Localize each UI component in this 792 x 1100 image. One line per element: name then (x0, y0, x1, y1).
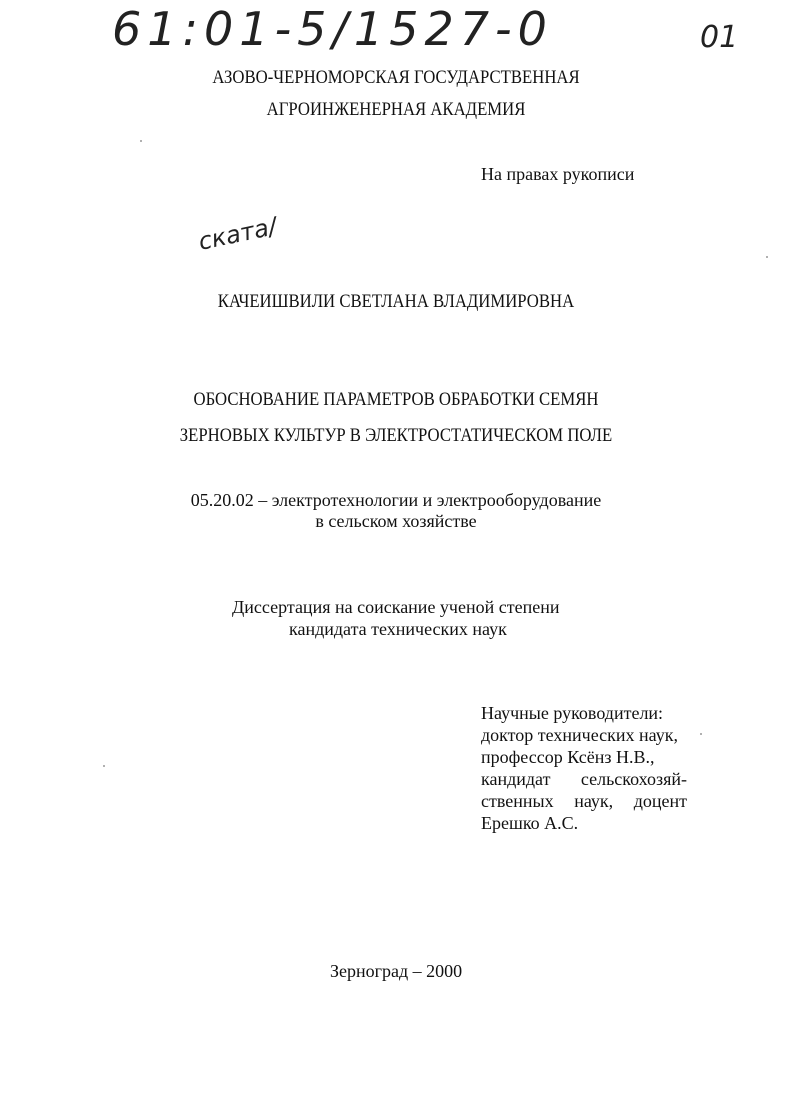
advisor-line (481, 790, 687, 812)
dissertation-title-line-1: ОБОСНОВАНИЕ ПАРАМЕТРОВ ОБРАБОТКИ СЕМЯН (193, 389, 599, 410)
institution-line-1: АЗОВО-ЧЕРНОМОРСКАЯ ГОСУДАРСТВЕННАЯ (212, 67, 580, 88)
degree-line-2: кандидата технических наук (289, 619, 507, 639)
advisor-line (481, 768, 687, 790)
place-and-year: Зерноград – 2000 (330, 961, 463, 981)
rights-note: На правах рукописи (481, 164, 635, 184)
advisor-line: Ерешко А.С. (481, 813, 579, 833)
advisor-text: кандидат (481, 769, 551, 789)
dissertation-title-line-2: ЗЕРНОВЫХ КУЛЬТУР В ЭЛЕКТРОСТАТИЧЕСКОМ ПОЛЕ (179, 425, 613, 446)
advisors-heading: Научные руководители: (481, 703, 664, 723)
specialty-line-1: 05.20.02 – электротехнологии и электрооборудование (190, 490, 602, 510)
institution-line-2: АГРОИНЖЕНЕРНАЯ АКАДЕМИЯ (266, 99, 526, 120)
advisor-text: ственных (481, 791, 554, 811)
handwritten-note: ската/ (195, 212, 280, 256)
scan-speck (700, 733, 702, 735)
advisor-text: сельскохозяй- (580, 769, 687, 789)
scan-speck (103, 765, 105, 767)
advisor-line: профессор Ксёнз Н.В., (481, 747, 655, 767)
scan-speck (766, 256, 768, 258)
handwritten-page-mark: 01 (700, 20, 739, 55)
specialty-line-2: в сельском хозяйстве (315, 511, 477, 531)
scientific-advisors (481, 702, 687, 834)
handwritten-archive-code: 61:01-5/1527-0 (112, 2, 553, 56)
advisor-line: доктор технических наук, (481, 725, 678, 745)
degree-line-1: Диссертация на соискание ученой степени (232, 597, 560, 617)
author-name: КАЧЕИШВИЛИ СВЕТЛАНА ВЛАДИМИРОВНА (217, 291, 575, 312)
scan-speck (140, 140, 142, 142)
advisor-text: наук, (574, 791, 614, 811)
advisor-text: доцент (633, 791, 687, 811)
